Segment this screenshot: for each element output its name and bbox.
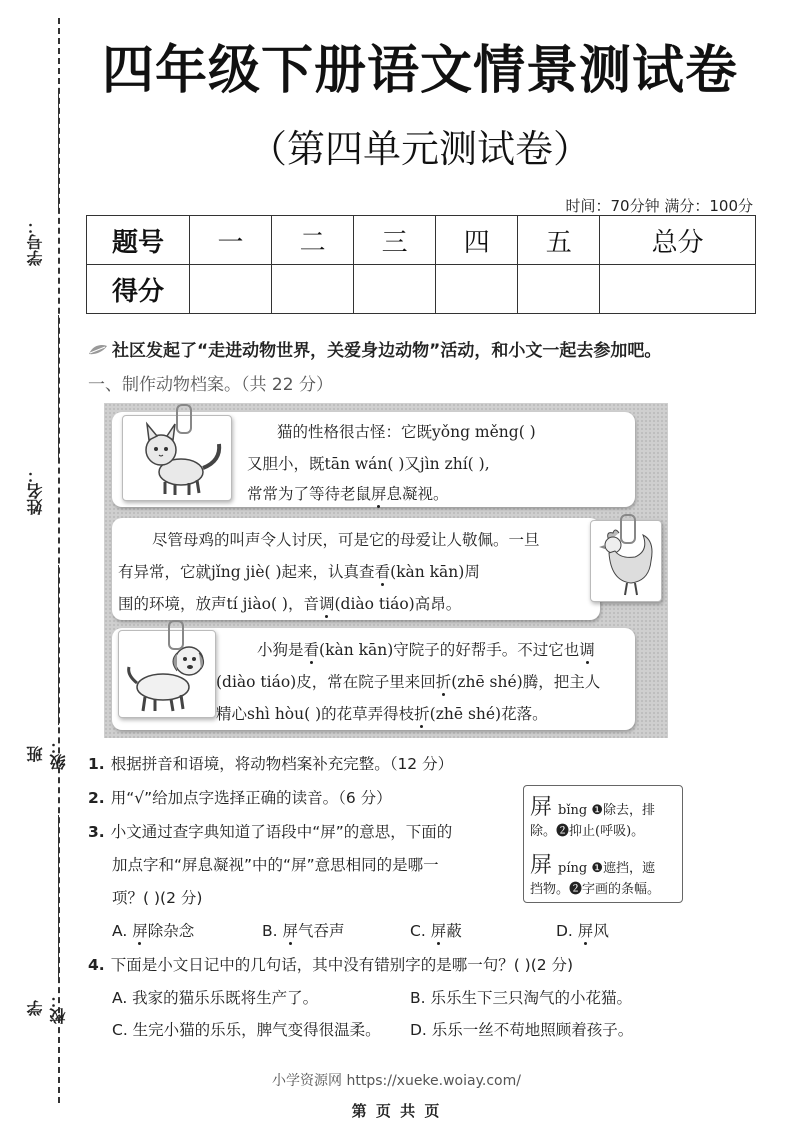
score-header-cell: 总分: [600, 216, 756, 265]
score-table: [86, 215, 756, 314]
class-label: 班级：: [26, 738, 68, 770]
score-cell[interactable]: [272, 265, 354, 314]
q3-option-c[interactable]: C. 屏蔽: [410, 922, 462, 940]
score-header-cell: 四: [436, 216, 518, 265]
dog-illustration: [119, 631, 215, 717]
class-field[interactable]: [20, 565, 68, 775]
score-header-cell: 三: [354, 216, 436, 265]
section1-title: 一、制作动物档案。（共 22 分）: [88, 375, 333, 395]
cat-line-2: 又胆小，既tān wán( )又jìn zhí( ),: [247, 455, 490, 473]
dog-photo: [118, 630, 216, 718]
score-table-header-row: [87, 216, 756, 265]
q4-option-c[interactable]: C. 生完小猫的乐乐，脾气变得很温柔。: [112, 1021, 381, 1039]
dictionary-entry-box: [523, 785, 683, 903]
student-id-field[interactable]: [20, 90, 50, 270]
question-3-line-2: 加点字和“屏息凝视”中的“屏”意思相同的是哪一: [112, 856, 439, 874]
q4-option-a[interactable]: A. 我家的猫乐乐既将生产了。: [112, 989, 319, 1007]
score-header-cell: 五: [518, 216, 600, 265]
hen-line-3: 围的环境，放声tí jiào( )，音调(diào tiáo)高昂。: [118, 595, 462, 613]
score-cell[interactable]: [354, 265, 436, 314]
score-cell[interactable]: [600, 265, 756, 314]
name-label: 姓名：: [26, 467, 45, 515]
hen-card: [112, 518, 600, 620]
score-cell[interactable]: [190, 265, 272, 314]
dotted-char: 折: [414, 705, 430, 723]
q3-option-d[interactable]: D. 屏风: [556, 922, 609, 940]
score-header-cell: 二: [272, 216, 354, 265]
intro-text: 社区发起了“走进动物世界，关爱身边动物”活动，和小文一起去参加吧。: [112, 341, 662, 361]
q3-option-b[interactable]: B. 屏气吞声: [262, 922, 345, 940]
score-header-cell: 题号: [87, 216, 190, 265]
time-score-info: 时间：70分钟 满分：100分: [565, 197, 753, 215]
dict-entry-2-line-2: 挡物。❷字画的条幅。: [530, 882, 661, 897]
score-header-cell: 一: [190, 216, 272, 265]
score-cell[interactable]: [436, 265, 518, 314]
class-underline: [58, 565, 59, 725]
score-table-score-row: [87, 265, 756, 314]
page-title: 四年级下册语文情景测试卷: [101, 41, 738, 101]
footer-page-number: 第 页 共 页: [351, 1102, 442, 1120]
question-3-line-3: 项？( )(2 分): [112, 889, 203, 907]
name-underline: [58, 315, 59, 460]
dog-line-3: 精心shì hòu( )的花草弄得枝折(zhē shé)花落。: [216, 705, 548, 723]
score-cell[interactable]: [518, 265, 600, 314]
intro-line: [88, 336, 661, 361]
dotted-char: 屏: [371, 485, 387, 503]
question-3: 3. 小文通过查字典知道了语段中“屏”的意思，下面的: [88, 823, 453, 841]
hen-line-2: 有异常，它就jǐng jiè( )起来，认真查看(kàn kān)周: [118, 563, 480, 581]
cat-line-1: 猫的性格很古怪：它既yǒng měng( ): [277, 423, 536, 441]
student-id-underline: [58, 90, 59, 210]
dotted-char: 调: [318, 595, 335, 613]
paper-clip-icon: [168, 620, 184, 650]
dotted-char: 看: [303, 641, 320, 659]
q4-option-d[interactable]: D. 乐乐一丝不苟地照顾着孩子。: [410, 1021, 634, 1039]
page-subtitle: （第四单元测试卷）: [248, 127, 591, 171]
question-4: 4. 下面是小文日记中的几句话，其中没有错别字的是哪一句？( )(2 分): [88, 956, 574, 974]
dict-entry-1-line-2: 除。❷抑止(呼吸)。: [530, 824, 645, 839]
paper-clip-icon: [176, 404, 192, 434]
question-2: 2. 用“√”给加点字选择正确的读音。（6 分）: [88, 789, 392, 807]
school-field[interactable]: [20, 815, 68, 1030]
q4-option-b[interactable]: B. 乐乐生下三只淘气的小花猫。: [410, 989, 632, 1007]
paper-clip-icon: [620, 514, 636, 544]
dog-line-2: (diào tiáo)皮，常在院子里来回折(zhē shé)腾，把主人: [216, 673, 601, 691]
school-label: 学校：: [26, 992, 68, 1025]
dotted-char: 折: [435, 673, 452, 691]
name-field[interactable]: [20, 315, 50, 515]
dotted-char: 看: [374, 563, 391, 581]
student-id-label: 学号：: [26, 218, 45, 266]
hen-line-1: 尽管母鸡的叫声令人讨厌，可是它的母爱让人敬佩。一旦: [152, 531, 540, 549]
cat-line-3: 常常为了等待老鼠屏息凝视。: [247, 485, 449, 503]
q3-option-a[interactable]: A. 屏除杂念: [112, 922, 195, 940]
score-row-label: 得分: [87, 265, 190, 314]
dict-entry-2-line-1: 屏píng ❶遮挡，遮: [530, 853, 655, 878]
dict-entry-1-line-1: 屏bǐng ❶除去，排: [530, 795, 655, 820]
dog-line-1: 小狗是看(kàn kān)守院子的好帮手。不过它也调: [257, 641, 595, 659]
dotted-char: 调: [579, 641, 595, 659]
question-1: 1. 根据拼音和语境，将动物档案补充完整。（12 分）: [88, 755, 454, 773]
school-underline: [58, 815, 59, 980]
leaf-icon: [88, 343, 108, 355]
footer-url: 小学资源网 https://xueke.woiay.com/: [272, 1073, 521, 1089]
